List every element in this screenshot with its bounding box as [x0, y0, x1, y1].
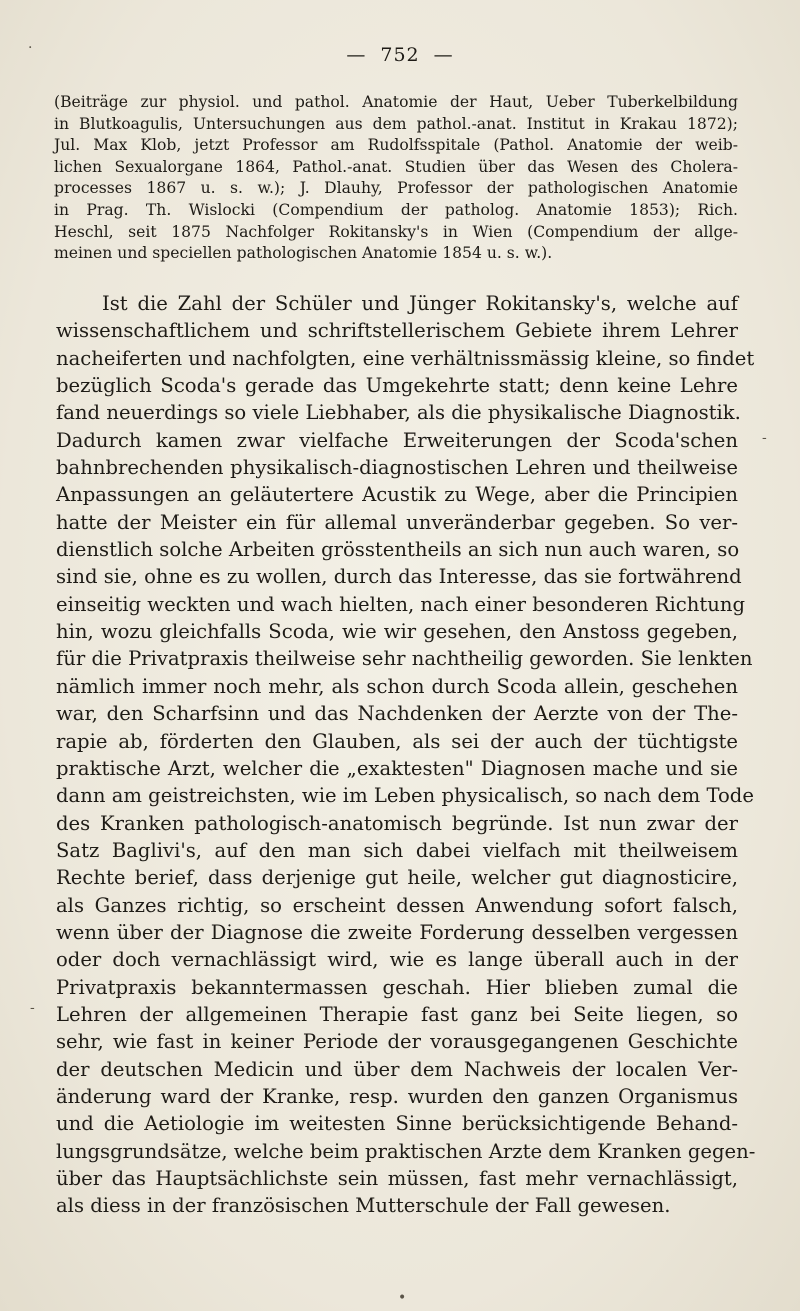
- body-line: wenn über der Diagnose die zweite Forderung desselben vergessen: [56, 920, 738, 944]
- scan-speck: -: [30, 1000, 35, 1016]
- body-line: sehr, wie fast in keiner Periode der vorausgegangenen Geschichte: [56, 1030, 738, 1054]
- scan-speck: •: [398, 1290, 407, 1306]
- page-number-header: [0, 44, 800, 66]
- body-line: für die Privatpraxis theilweise sehr nachtheilig geworden. Sie lenkten: [56, 647, 753, 671]
- continuation-line: Jul. Max Klob, jetzt Professor am Rudolfsspitale (Pathol. Anatomie der weib-: [54, 136, 738, 155]
- body-line: wissenschaftlichem und schriftstellerischem Gebiete ihrem Lehrer: [56, 319, 738, 343]
- continuation-line: (Beiträge zur physiol. und pathol. Anatomie der Haut, Ueber Tuberkelbildung: [54, 93, 738, 111]
- body-line: hin, wozu gleichfalls Scoda, wie wir gesehen, den Anstoss gegeben,: [56, 620, 738, 644]
- body-line: änderung ward der Kranke, resp. wurden den ganzen Organismus: [56, 1084, 738, 1108]
- page-number: 752: [380, 44, 420, 66]
- body-line: der deutschen Medicin und über dem Nachweis der localen Ver-: [56, 1057, 738, 1081]
- body-line: war, den Scharfsinn und das Nachdenken der Aerzte von der The-: [56, 702, 738, 726]
- body-line: bahnbrechenden physikalisch-diagnostischen Lehren und theilweise: [56, 456, 738, 480]
- body-line: als diess in der französischen Mutterschule der Fall gewesen.: [56, 1194, 671, 1218]
- body-line: lungsgrundsätze, welche beim praktischen Arzte dem Kranken gegen-: [56, 1139, 756, 1163]
- scan-speck: ·: [28, 40, 33, 56]
- body-line: Satz Baglivi's, auf den man sich dabei vielfach mit theilweisem: [56, 838, 738, 862]
- body-line: Ist die Zahl der Schüler und Jünger Rokitansky's, welche auf: [102, 292, 738, 315]
- continuation-line: in Prag. Th. Wislocki (Compendium der patholog. Anatomie 1853); Rich.: [54, 200, 738, 219]
- body-line: über das Hauptsächlichste sein müssen, fast mehr vernachlässigt,: [56, 1167, 738, 1190]
- body-line: nacheiferten und nachfolgten, eine verhältnissmässig kleine, so findet: [56, 346, 755, 370]
- continuation-line: lichen Sexualorgane 1864, Pathol.-anat. Studien über das Wesen des Cholera-: [54, 157, 738, 176]
- body-line: Anpassungen an geläutertere Acustik zu Wege, aber die Principien: [56, 483, 738, 507]
- body-line: Rechte berief, dass derjenige gut heile, welcher gut diagnosticire,: [56, 866, 738, 890]
- body-line: des Kranken pathologisch-anatomisch begründe. Ist nun zwar der: [56, 811, 738, 835]
- body-line: rapie ab, förderten den Glauben, als sei der auch der tüchtigste: [56, 729, 738, 753]
- body-line: als Ganzes richtig, so erscheint dessen Anwendung sofort falsch,: [56, 893, 738, 917]
- continuation-line: processes 1867 u. s. w.); J. Dlauhy, Professor der pathologischen Anatomie: [54, 179, 738, 198]
- body-line: hatte der Meister ein für allemal unveränderbar gegeben. So ver-: [56, 510, 738, 534]
- body-line: sind sie, ohne es zu wollen, durch das Interesse, das sie fortwährend: [56, 565, 742, 589]
- body-line: und die Aetiologie im weitesten Sinne berücksichtigende Behand-: [56, 1112, 738, 1136]
- body-line: dann am geistreichsten, wie im Leben physicalisch, so nach dem Tode: [56, 784, 754, 808]
- continuation-line: meinen und speciellen pathologischen Anatomie 1854 u. s. w.).: [54, 244, 553, 263]
- body-line: Lehren der allgemeinen Therapie fast ganz bei Seite liegen, so: [56, 1002, 738, 1026]
- body-line: fand neuerdings so viele Liebhaber, als die physikalische Diagnostik.: [56, 401, 741, 425]
- body-line: einseitig weckten und wach hielten, nach einer besonderen Richtung: [56, 592, 746, 616]
- body-line: oder doch vernachlässigt wird, wie es lange überall auch in der: [56, 948, 738, 972]
- body-line: praktische Arzt, welcher die „exaktesten" Diagnosen mache und sie: [56, 756, 738, 780]
- page-number-dash-right: —: [433, 44, 454, 66]
- footnote-continuation: [54, 92, 738, 265]
- body-line: Privatpraxis bekanntermassen geschah. Hier blieben zumal die: [56, 975, 738, 999]
- body-line: nämlich immer noch mehr, als schon durch Scoda allein, geschehen: [56, 674, 738, 698]
- body-paragraph: [56, 290, 756, 1220]
- body-line: bezüglich Scoda's gerade das Umgekehrte statt; denn keine Lehre: [56, 374, 738, 398]
- body-line: dienstlich solche Arbeiten grösstentheils an sich nun auch waren, so: [56, 538, 740, 562]
- scan-speck: -: [762, 430, 767, 446]
- continuation-line: Heschl, seit 1875 Nachfolger Rokitansky's in Wien (Compendium der allge-: [54, 222, 738, 241]
- body-line: Dadurch kamen zwar vielfache Erweiterungen der Scoda'schen: [56, 428, 738, 452]
- continuation-line: in Blutkoagulis, Untersuchungen aus dem pathol.-anat. Institut in Krakau 1872);: [54, 114, 738, 133]
- page-number-dash-left: —: [346, 44, 367, 66]
